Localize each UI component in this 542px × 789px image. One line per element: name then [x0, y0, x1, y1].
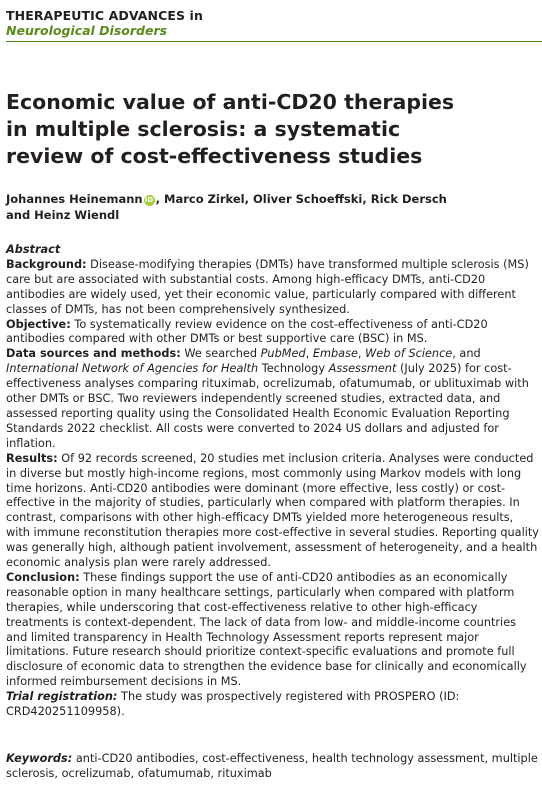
abstract-conclusion: [6, 571, 540, 690]
objective-label: Objective:: [6, 317, 71, 331]
author-last-line: and Heinz Wiendl: [6, 208, 120, 222]
results-text: Of 92 records screened, 20 studies met inclusion criteria. Analyses were conducted in diverse but mostly high-income regions, most commonly using Markov models with long time horizons. Anti-CD20 antibodies were dominant (more effective, less costly) or cost-effective in the majority of studies, particularly when compared with platform therapies. In contrast, comparisons with other high-efficacy DMTs yielded more heterogeneous results, with immune reconstitution therapies more cost-effective in several studies. Reporting quality was generally high, although patient involvement, assessment of heterogeneity, and a health economic analysis plan were rarely addressed.: [6, 451, 539, 570]
header-divider: [6, 41, 542, 42]
registration-label: Trial registration:: [6, 690, 118, 704]
results-label: Results:: [6, 451, 58, 465]
journal-name-line2: Neurological Disorders: [6, 23, 168, 38]
keywords-text: anti-CD20 antibodies, cost-effectiveness, health technology assessment, multiple sclerosis, ocrelizumab, ofatumumab, rituximab: [6, 752, 538, 780]
author-first: Johannes Heinemann: [6, 192, 143, 206]
keywords: [6, 752, 540, 782]
data-sources-text: (July 2025) for cost-effectiveness analyses comparing rituximab, ocrelizumab, ofatumumab, or ublituximab with other DMTs or BSC. Two reviewers independently screened studies, extracted data, and assessed reporting quality using the Consolidated Health Economic Evaluation Reporting Standards 2022 checklist. All costs were converted to 2024 US dollars and adjusted for inflation.: [6, 362, 529, 450]
data-sources-text: ,: [357, 347, 366, 361]
orcid-icon[interactable]: iD: [145, 196, 154, 204]
data-sources-text: ,: [305, 347, 313, 361]
data-sources-text: , and: [452, 347, 481, 361]
abstract-data-sources: [6, 347, 540, 451]
abstract-objective: [6, 318, 540, 348]
data-sources-text: We searched: [180, 347, 261, 361]
abstract: [6, 243, 540, 720]
abstract-registration: [6, 690, 540, 720]
database-name: Assessment: [328, 362, 397, 376]
conclusion-text: These findings support the use of anti-CD20 antibodies as an economically reasonable option in many healthcare settings, particularly when compared with platform therapies, while underscoring that cost-effectiveness relative to other high-efficacy treatments is context-dependent. The lack of data from low- and middle-income countries and limited transparency in Health Technology Assessment reports represent major limitations. Future research should prioritize context-specific evaluations and promote full disclosure of economic data to strengthen the evidence base for clinically and economically informed reimbursement decisions in MS.: [6, 570, 527, 689]
data-sources-text: Technology: [258, 362, 329, 376]
journal-header: [6, 8, 203, 38]
objective-text: To systematically review evidence on the cost-effectiveness of anti-CD20 antibodies compared with other DMTs or best supportive care (BSC) in MS.: [6, 317, 488, 346]
background-text: Disease-modifying therapies (DMTs) have transformed multiple sclerosis (MS) care but are associated with substantial costs. Among high-efficacy DMTs, anti-CD20 antibodies are widely used, yet their economic value, particularly compared with different classes of DMTs, has not been comprehensively synthesized.: [6, 257, 529, 316]
abstract-background: [6, 258, 540, 318]
author-list: [6, 191, 506, 223]
article-title: Economic value of anti-CD20 therapies in multiple sclerosis: a systematic review of cost-effectiveness studies: [6, 90, 455, 168]
data-sources-label: Data sources and methods:: [6, 347, 181, 361]
background-label: Background:: [6, 257, 87, 271]
abstract-results: [6, 452, 540, 571]
journal-name-line1: THERAPEUTIC ADVANCES in: [6, 8, 203, 23]
database-name: PubMed: [260, 347, 306, 361]
database-name: Embase: [312, 347, 358, 361]
database-name: International Network of Agencies for Health: [6, 362, 259, 376]
keywords-label: Keywords:: [6, 752, 73, 765]
registration-text: The study was prospectively registered with PROSPERO (ID: CRD420251109958).: [6, 690, 460, 719]
database-name: Web of Science: [365, 347, 453, 361]
conclusion-label: Conclusion:: [6, 570, 80, 584]
abstract-heading: Abstract: [6, 243, 61, 256]
author-rest: , Marco Zirkel, Oliver Schoeffski, Rick Dersch: [155, 192, 447, 206]
